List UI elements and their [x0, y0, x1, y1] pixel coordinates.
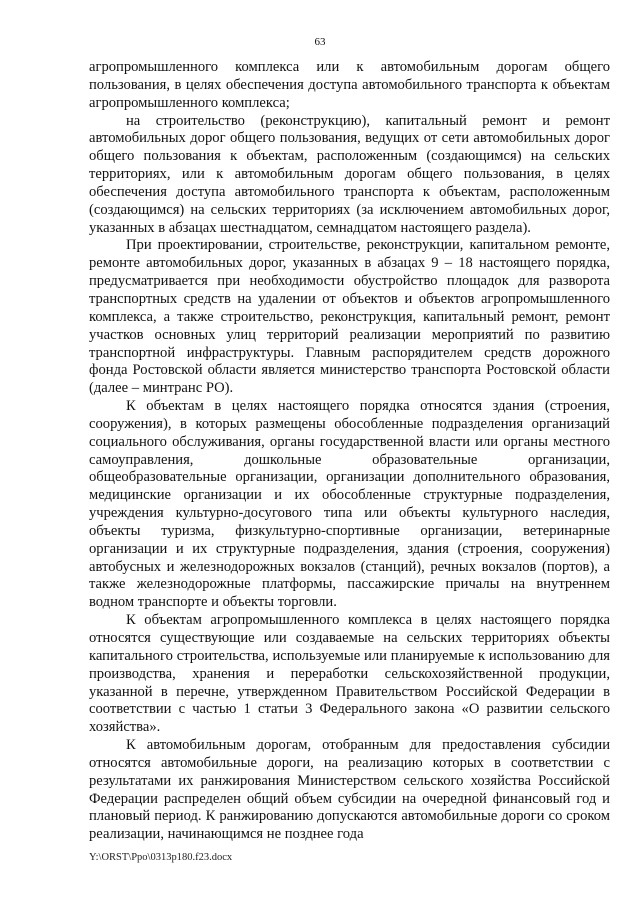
footer-file-path: Y:\ORST\Ppo\0313p180.f23.docx	[89, 852, 233, 863]
paragraph-road-construction: на строительство (реконструкцию), капитальный ремонт и ремонт автомобильных дорог общего пользования, ведущих от сети автомобильных дорог общего пользования к объектам, расположенным (создающимся) на сельских территориях, или к автомобильным дорогам общего пользования, в целях обеспечения доступа автомобильного транспорта к объектам, расположенным (создающимся) на сельских территориях (за исключением автомобильных дорог, указанных в абзацах шестнадцатом, семнадцатом настоящего раздела).	[89, 112, 610, 236]
paragraph-selected-roads: К автомобильным дорогам, отобранным для предоставления субсидии относятся автомобильные дороги, на реализацию которых в соответствии с результатами их ранжирования Министерством сельского хозяйства Российской Федерации распределен общий объем субсидии на очередной финансовый год и плановый период. К ранжированию допускаются автомобильные дороги со сроком реализации, начинающимся не позднее года	[89, 737, 610, 843]
document-body	[89, 59, 610, 844]
paragraph-objects-definition: К объектам в целях настоящего порядка относятся здания (строения, сооружения), в которых размещены обособленные подразделения организаций социального обслуживания, органы государственной власти или органы местного самоуправления, дошкольные образовательные организации, общеобразовательные организации, организации дополнительного образования, медицинские организации и их обособленные структурные подразделения, учреждения культурно-досугового типа или объекты культурного наследия, объекты туризма, физкультурно-спортивные организации, ветеринарные организации и их структурные подразделения, здания (строения, сооружения) автобусных и железнодорожных вокзалов (станций), речных вокзалов (портов), а также железнодорожные платформы, пассажирские причалы на внутреннем водном транспорте и объекты торговли.	[89, 398, 610, 611]
paragraph-agro-objects-definition: К объектам агропромышленного комплекса в целях настоящего порядка относятся существующие или создаваемые на сельских территориях объекты капитального строительства, используемые или планируемые к использованию для производства, хранения и переработки сельскохозяйственной продукции, указанной в перечне, утвержденном Правительством Российской Федерации в соответствии с частью 1 статьи 3 Федерального закона «О развитии сельского хозяйства».	[89, 612, 610, 736]
paragraph-design-requirements: При проектировании, строительстве, реконструкции, капитальном ремонте, ремонте автомобильных дорог, указанных в абзацах 9 – 18 настоящего порядка, предусматривается при необходимости обустройство площадок для разворота транспортных средств на удалении от объектов и объектов агропромышленного комплекса, а также строительство, реконструкция, капитальный ремонт, ремонт участков основных улиц территорий реализации мероприятий по развитию транспортной инфраструктуры. Главным распорядителем средств дорожного фонда Ростовской области является министерство транспорта Ростовской области (далее – минтранс РО).	[89, 237, 610, 397]
paragraph-continuation: агропромышленного комплекса или к автомобильным дорогам общего пользования, в целях обеспечения доступа автомобильного транспорта к объектам агропромышленного комплекса;	[89, 59, 610, 111]
page-number: 63	[314, 36, 326, 48]
